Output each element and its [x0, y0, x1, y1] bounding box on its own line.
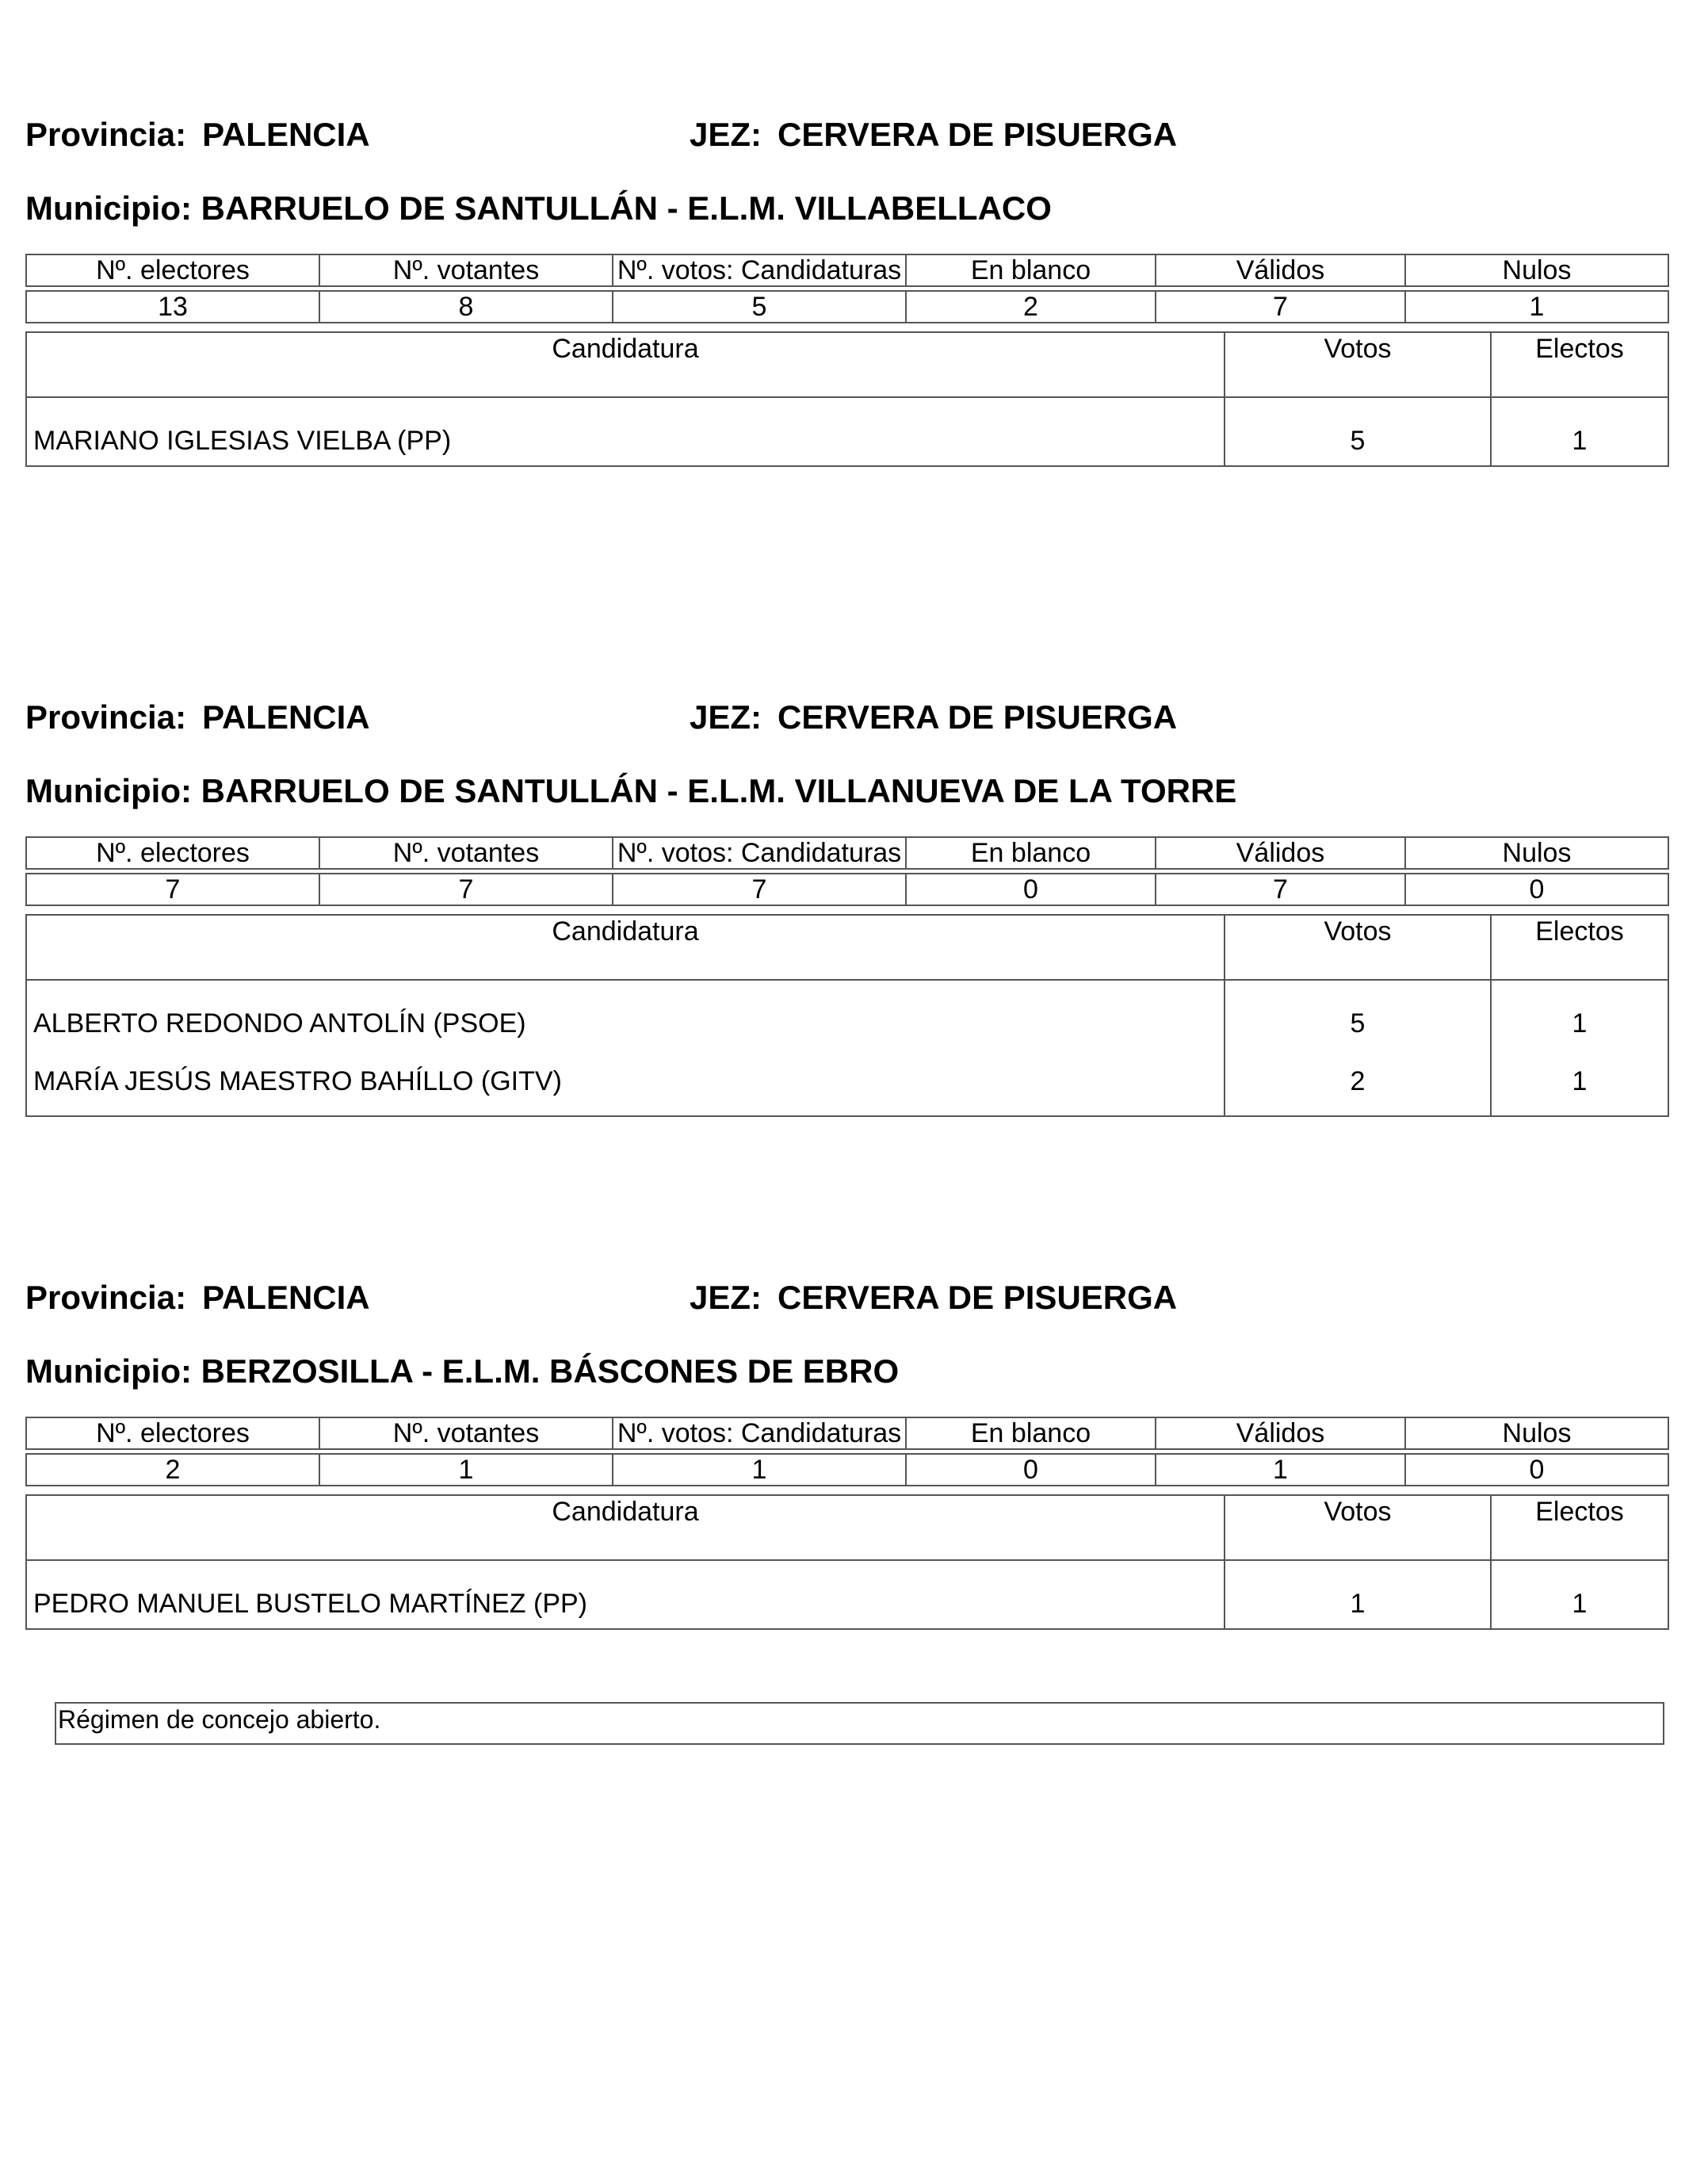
header-votos-candidaturas: Nº. votos: Candidaturas: [613, 254, 906, 286]
municipio-value: BERZOSILLA - E.L.M. BÁSCONES DE EBRO: [201, 1352, 900, 1390]
candidate-votos: 5: [1225, 397, 1491, 466]
municipio-line: [25, 185, 1052, 232]
value-electores: 7: [26, 874, 319, 905]
header-votos: Votos: [1225, 1495, 1491, 1560]
candidate-row: [26, 1560, 1668, 1629]
jez-line: [690, 1274, 1177, 1321]
candidate-row: [26, 397, 1668, 466]
provincia-label: Provincia:: [25, 698, 187, 736]
value-en-blanco: 0: [906, 1454, 1156, 1486]
regimen-note: Régimen de concejo abierto.: [55, 1702, 1664, 1745]
header-electos: Electos: [1491, 915, 1668, 980]
value-nulos: 0: [1405, 1454, 1668, 1486]
candidate-votos: 2: [1225, 1048, 1491, 1116]
municipio-label: Municipio:: [25, 772, 192, 809]
candidate-name: PEDRO MANUEL BUSTELO MARTÍNEZ (PP): [26, 1560, 1225, 1629]
value-votos-candidaturas: 5: [613, 291, 906, 323]
value-validos: 7: [1156, 874, 1405, 905]
jez-label: JEZ:: [690, 1279, 762, 1316]
header-en-blanco: En blanco: [906, 837, 1156, 869]
header-nulos: Nulos: [1405, 1417, 1668, 1449]
value-validos: 1: [1156, 1454, 1405, 1486]
header-electores: Nº. electores: [26, 1417, 319, 1449]
jez-value: CERVERA DE PISUERGA: [778, 698, 1178, 736]
jez-value: CERVERA DE PISUERGA: [778, 116, 1178, 153]
header-candidatura: Candidatura: [26, 915, 1225, 980]
value-votantes: 8: [319, 291, 613, 323]
municipio-label: Municipio:: [25, 1352, 192, 1390]
header-en-blanco: En blanco: [906, 1417, 1156, 1449]
stats-value-row: [26, 291, 1668, 323]
municipio-line: [25, 767, 1236, 815]
stats-table: [25, 1417, 1669, 1486]
jez-value: CERVERA DE PISUERGA: [778, 1279, 1178, 1316]
candidate-row: [26, 1048, 1668, 1116]
header-electos: Electos: [1491, 332, 1668, 397]
municipio-value: BARRUELO DE SANTULLÁN - E.L.M. VILLANUEVA DE LA TORRE: [201, 772, 1237, 809]
header-candidatura: Candidatura: [26, 332, 1225, 397]
header-votos-candidaturas: Nº. votos: Candidaturas: [613, 1417, 906, 1449]
stats-table: [25, 254, 1669, 323]
header-electos: Electos: [1491, 1495, 1668, 1560]
candidate-electos: 1: [1491, 1048, 1668, 1116]
stats-header-row: [26, 254, 1668, 286]
provincia-label: Provincia:: [25, 116, 187, 153]
value-nulos: 1: [1405, 291, 1668, 323]
header-validos: Válidos: [1156, 254, 1405, 286]
header-candidatura: Candidatura: [26, 1495, 1225, 1560]
provincia-value: PALENCIA: [202, 1279, 370, 1316]
provincia-value: PALENCIA: [202, 116, 370, 153]
header-nulos: Nulos: [1405, 837, 1668, 869]
header-validos: Válidos: [1156, 1417, 1405, 1449]
stats-value-row: [26, 1454, 1668, 1486]
stats-table: [25, 836, 1669, 906]
header-votantes: Nº. votantes: [319, 1417, 613, 1449]
value-votos-candidaturas: 7: [613, 874, 906, 905]
municipio-label: Municipio:: [25, 189, 192, 227]
candidate-votos: 1: [1225, 1560, 1491, 1629]
jez-label: JEZ:: [690, 116, 762, 153]
stats-header-row: [26, 837, 1668, 869]
candidate-row: [26, 980, 1668, 1048]
provincia-value: PALENCIA: [202, 698, 370, 736]
value-nulos: 0: [1405, 874, 1668, 905]
value-electores: 2: [26, 1454, 319, 1486]
value-votos-candidaturas: 1: [613, 1454, 906, 1486]
jez-label: JEZ:: [690, 698, 762, 736]
jez-line: [690, 111, 1177, 159]
header-validos: Válidos: [1156, 837, 1405, 869]
header-en-blanco: En blanco: [906, 254, 1156, 286]
jez-line: [690, 694, 1177, 741]
header-votos: Votos: [1225, 915, 1491, 980]
candidates-header-row: [26, 1495, 1668, 1560]
candidates-table: [25, 1494, 1669, 1630]
candidate-electos: 1: [1491, 1560, 1668, 1629]
municipio-value: BARRUELO DE SANTULLÁN - E.L.M. VILLABELLACO: [201, 189, 1052, 227]
value-votantes: 7: [319, 874, 613, 905]
provincia-label: Provincia:: [25, 1279, 187, 1316]
candidate-electos: 1: [1491, 980, 1668, 1048]
header-electores: Nº. electores: [26, 254, 319, 286]
candidate-votos: 5: [1225, 980, 1491, 1048]
value-electores: 13: [26, 291, 319, 323]
header-nulos: Nulos: [1405, 254, 1668, 286]
provincia-line: [25, 111, 370, 159]
value-en-blanco: 2: [906, 291, 1156, 323]
header-votantes: Nº. votantes: [319, 837, 613, 869]
value-votantes: 1: [319, 1454, 613, 1486]
header-votos-candidaturas: Nº. votos: Candidaturas: [613, 837, 906, 869]
stats-header-row: [26, 1417, 1668, 1449]
candidates-table: [25, 331, 1669, 467]
candidates-header-row: [26, 915, 1668, 980]
candidate-name: MARÍA JESÚS MAESTRO BAHÍLLO (GITV): [26, 1048, 1225, 1116]
stats-value-row: [26, 874, 1668, 905]
provincia-line: [25, 1274, 370, 1321]
candidates-header-row: [26, 332, 1668, 397]
candidate-name: ALBERTO REDONDO ANTOLÍN (PSOE): [26, 980, 1225, 1048]
value-validos: 7: [1156, 291, 1405, 323]
header-votantes: Nº. votantes: [319, 254, 613, 286]
header-votos: Votos: [1225, 332, 1491, 397]
candidates-table: [25, 914, 1669, 1117]
provincia-line: [25, 694, 370, 741]
candidate-electos: 1: [1491, 397, 1668, 466]
municipio-line: [25, 1348, 899, 1395]
candidate-name: MARIANO IGLESIAS VIELBA (PP): [26, 397, 1225, 466]
header-electores: Nº. electores: [26, 837, 319, 869]
value-en-blanco: 0: [906, 874, 1156, 905]
